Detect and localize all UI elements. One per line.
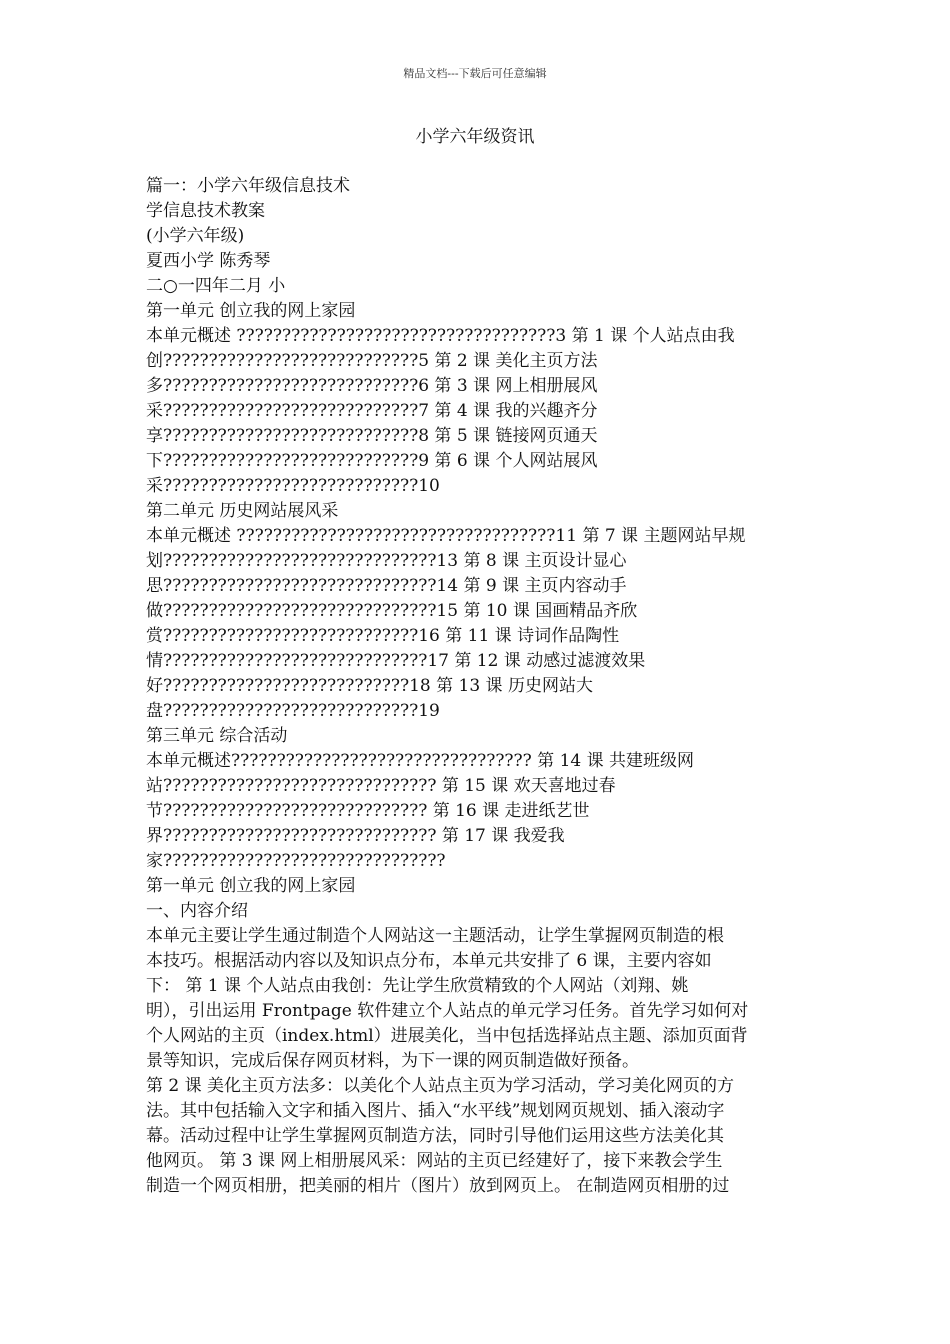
text-line: 做??????????????????????????????15 第 10 课 国画精品齐欣 [146, 601, 638, 621]
text-line: 思??????????????????????????????14 第 9 课 主页内容动手 [146, 576, 627, 596]
text-line: 本单元概述????????????????????????????????? 第 14 课 共建班级网 [146, 751, 695, 771]
text-line: 第二单元 历史网站展风采 [146, 501, 339, 521]
document-body [146, 174, 806, 1199]
text-line: 夏西小学 陈秀琴 [146, 251, 271, 271]
text-line: 本单元概述 ???????????????????????????????????3 第 1 课 个人站点由我 [146, 326, 735, 346]
text-line: 创????????????????????????????5 第 2 课 美化主页方法 [146, 351, 598, 371]
text-line: 篇一：小学六年级信息技术 [146, 176, 350, 196]
text-line: 法。其中包括输入文字和插入图片、插入“水平线”规划网页规划、插入滚动字 [146, 1101, 725, 1121]
text-line: 他网页。 第 3 课 网上相册展风采：网站的主页已经建好了，接下来教会学生 [146, 1151, 723, 1171]
text-line: (小学六年级) [146, 226, 245, 246]
text-line: 情?????????????????????????????17 第 12 课 动感过滤渡效果 [146, 651, 646, 671]
text-line: 景等知识，完成后保存网页材料，为下一课的网页制造做好预备。 [146, 1051, 639, 1071]
text-line: 享????????????????????????????8 第 5 课 链接网页通天 [146, 426, 598, 446]
text-line: 采????????????????????????????7 第 4 课 我的兴趣齐分 [146, 401, 598, 421]
text-line: 本单元概述 ???????????????????????????????????11 第 7 课 主题网站早规 [146, 526, 746, 546]
text-line: 界?????????????????????????????? 第 17 课 我爱我 [146, 826, 565, 846]
text-line: 下????????????????????????????9 第 6 课 个人网站展风 [146, 451, 598, 471]
text-line: 第三单元 综合活动 [146, 726, 288, 746]
text-line: 站?????????????????????????????? 第 15 课 欢天喜地过春 [146, 776, 616, 796]
text-line: 盘????????????????????????????19 [146, 701, 440, 721]
text-line: 节????????????????????????????? 第 16 课 走进纸艺世 [146, 801, 590, 821]
text-line: 本单元主要让学生通过制造个人网站这一主题活动，让学生掌握网页制造的根 [146, 926, 724, 946]
text-line: 幕。活动过程中让学生掌握网页制造方法，同时引导他们运用这些方法美化其 [146, 1126, 724, 1146]
text-line: 划??????????????????????????????13 第 8 课 主页设计显心 [146, 551, 627, 571]
text-line: 学信息技术教案 [146, 201, 265, 221]
text-line: 赏????????????????????????????16 第 11 课 诗词作品陶性 [146, 626, 620, 646]
text-line: 下： 第 1 课 个人站点由我创：先让学生欣赏精致的个人网站（刘翔、姚 [146, 976, 689, 996]
text-line: 制造一个网页相册，把美丽的相片（图片）放到网页上。 在制造网页相册的过 [146, 1176, 730, 1196]
text-line: 家??????????????????????????????? [146, 851, 446, 871]
text-line: 明），引出运用 Frontpage 软件建立个人站点的单元学习任务。首先学习如何对 [146, 1001, 749, 1021]
text-line: 采????????????????????????????10 [146, 476, 440, 496]
text-line: 第一单元 创立我的网上家园 [146, 301, 356, 321]
text-line: 本技巧。根据活动内容以及知识点分布，本单元共安排了 6 课，主要内容如 [146, 951, 712, 971]
text-line: 第一单元 创立我的网上家园 [146, 876, 356, 896]
text-line: 好???????????????????????????18 第 13 课 历史网站大 [146, 676, 593, 696]
page-header: 精品文档---下载后可任意编辑 [403, 67, 547, 80]
text-line: 第 2 课 美化主页方法多：以美化个人站点主页为学习活动，学习美化网页的方 [146, 1076, 735, 1096]
text-line: 一、内容介绍 [146, 901, 248, 921]
text-line: 二○一四年二月 小 [146, 276, 286, 296]
text-line: 多????????????????????????????6 第 3 课 网上相册展风 [146, 376, 598, 396]
document-title: 小学六年级资讯 [415, 127, 535, 147]
text-line: 个人网站的主页（index.html）进展美化，当中包括选择站点主题、添加页面背 [146, 1026, 748, 1046]
